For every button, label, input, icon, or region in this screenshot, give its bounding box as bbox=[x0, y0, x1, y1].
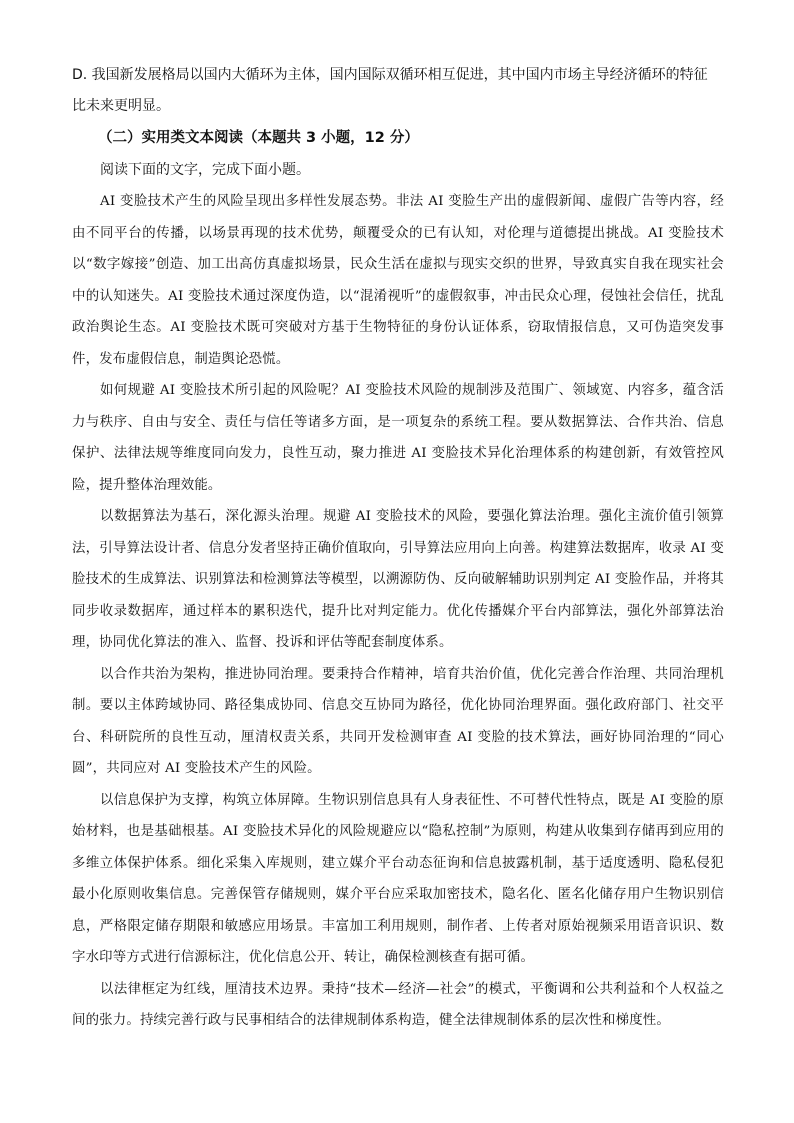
paragraph-cooperative-governance: 以合作共治为架构，推进协同治理。要秉持合作精神，培育共治价值，优化完善合作治理、共同治理机制。要以主体跨域协同、路径集成协同、信息交互协同为路径，优化协同治理界面。强化政府部门、社交平台、科研院所的良性互动，厘清权责关系，共同开发检测审查 AI 变脸的技术算法，画好协同治理的“同心圆”，共同应对 AI 变脸技术产生的风险。 bbox=[72, 666, 724, 776]
reading-instruction: 阅读下面的文字，完成下面小题。 bbox=[100, 162, 310, 178]
paragraph-risks: AI 变脸技术产生的风险呈现出多样性发展态势。非法 AI 变脸生产出的虚假新闻、虚假广告等内容，经由不同平台的传播，以场景再现的技术优势，颠覆受众的已有认知，对伦理与道德提出挑战。AI 变脸技术以“数字嫁接”创造、加工出高仿真虚拟场景，民众生活在虚拟与现实交织的世界，导致真实自我在现实社会中的认知迷失。AI 变脸技术通过深度伪造，以“混淆视听”的虚假叙事，冲击民众心理，侵蚀社会信任，扰乱政治舆论生态。AI 变脸技术既可突破对方基于生物特征的身份认证体系，窃取情报信息，又可伪造突发事件，发布虚假信息，制造舆论恐慌。 bbox=[72, 194, 724, 367]
option-d-line-1: D. 我国新发展格局以国内大循环为主体，国内国际双循环相互促进，其中国内市场主导经济循环的特征 bbox=[72, 67, 708, 83]
document-page bbox=[72, 60, 724, 1037]
paragraph-information-protection: 以信息保护为支撑，构筑立体屏障。生物识别信息具有人身表征性、不可替代性特点，既是 AI 变脸的原始材料，也是基础根基。AI 变脸技术异化的风险规避应以“隐私控制”为原则，构建从收集到存储再到应用的多维立体保护体系。细化采集入库规则，建立媒介平台动态征询和信息披露机制，基于适度透明、隐私侵犯最小化原则收集信息。完善保管存储规则，媒介平台应采取加密技术，隐名化、匿名化储存用户生物识别信息，严格限定储存期限和敏感应用场景。丰富加工利用规则，制作者、上传者对原始视频采用语音识识、数字水印等方式进行信源标注，优化信息公开、转让，确保检测核查有据可循。 bbox=[72, 792, 724, 965]
option-d-line-2: 比未来更明显。 bbox=[72, 98, 170, 114]
paragraph-data-algorithm: 以数据算法为基石，深化源头治理。规避 AI 变脸技术的风险，要强化算法治理。强化主流价值引领算法，引导算法设计者、信息分发者坚持正确价值取向，引导算法应用向上向善。构建算法数据库，收录 AI 变脸技术的生成算法、识别算法和检测算法等模型，以溯源防伪、反向破解辅助识别判定 AI 变脸作品，并将其同步收录数据库，通过样本的累积迭代，提升比对判定能力。优化传播媒介平台内部算法，强化外部算法治理，协同优化算法的准入、监督、投诉和评估等配套制度体系。 bbox=[72, 509, 724, 650]
paragraph-how-to-avoid: 如何规避 AI 变脸技术所引起的风险呢？AI 变脸技术风险的规制涉及范围广、领域宽、内容多，蕴含活力与秩序、自由与安全、责任与信任等诸多方面，是一项复杂的系统工程。要从数据算法、合作共治、信息保护、法律法规等维度同向发力，良性互动，聚力推进 AI 变脸技术异化治理体系的构建创新，有效管控风险，提升整体治理效能。 bbox=[72, 383, 724, 493]
section-heading: （二）实用类文本阅读（本题共 3 小题，12 分） bbox=[98, 130, 419, 146]
paragraph-legal-framework: 以法律框定为红线，厘清技术边界。秉持“技术—经济—社会”的模式，平衡调和公共利益和个人权益之间的张力。持续完善行政与民事相结合的法律规制体系构造，健全法律规制体系的层次性和梯度性。 bbox=[72, 981, 724, 1028]
